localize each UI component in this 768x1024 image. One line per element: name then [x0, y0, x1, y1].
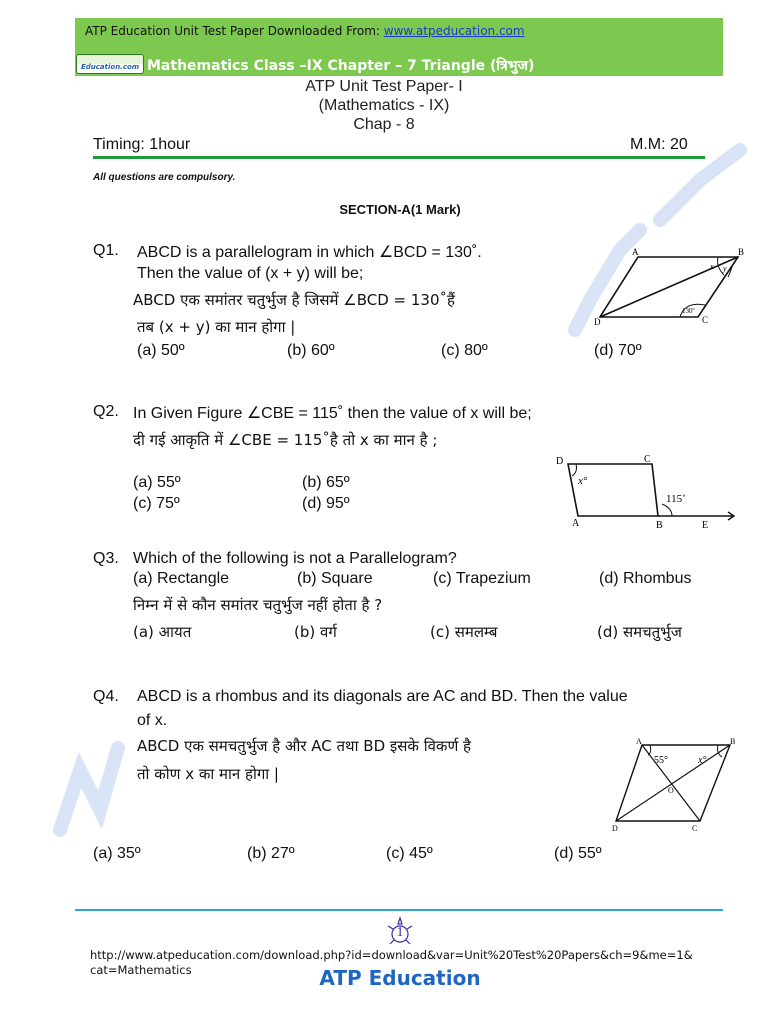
instruction-text: All questions are compulsory.: [93, 172, 236, 183]
q1-option-c: (c) 80º: [441, 342, 488, 359]
q1-label-c: C: [702, 315, 709, 325]
q2-label-angle: 115˚: [666, 493, 686, 505]
q4-label-c: C: [692, 824, 698, 833]
paper-timing: Timing: 1hour: [93, 136, 191, 153]
q2-label-x: x°: [578, 475, 588, 487]
q1-parallelogram-figure: [590, 245, 750, 330]
q1-label-a: A: [632, 247, 639, 257]
footer-divider: [75, 909, 723, 911]
q2-label-a: A: [572, 518, 580, 529]
q1-number: Q1.: [93, 242, 119, 259]
q2-text-hi-1: दी गई आकृति में ∠CBE = 115˚है तो x का मान है ;: [133, 431, 438, 449]
q1-option-b: (b) 60º: [287, 342, 335, 359]
q1-label-angle: 130º: [682, 307, 695, 315]
footer-url-line-1: http://www.atpeducation.com/download.php?id=download&var=Unit%20Test%20Papers&ch=9&me=1&: [90, 948, 693, 962]
q4-text-hi-2: तो कोण x का मान होगा |: [137, 765, 279, 783]
q3-text-en-1: Which of the following is not a Parallelogram?: [133, 550, 457, 567]
q2-option-c: (c) 75º: [133, 495, 180, 512]
q3-option-hi-c: (c) समलम्ब: [430, 623, 498, 641]
q4-rhombus-figure: [610, 735, 740, 833]
q1-option-d: (d) 70º: [594, 342, 642, 359]
atp-logo: Education.com: [76, 54, 144, 74]
q4-option-c: (c) 45º: [386, 845, 433, 862]
q2-option-b: (b) 65º: [302, 474, 350, 491]
q2-label-c: C: [644, 454, 651, 465]
q4-text-en-2: of x.: [137, 712, 168, 729]
q2-text-en-1: In Given Figure ∠CBE = 115˚ then the value of x will be;: [133, 405, 532, 422]
q1-label-y: y: [723, 264, 727, 273]
q1-label-b: B: [738, 247, 745, 257]
q4-text-hi-1: ABCD एक समचतुर्भुज है और AC तथा BD इसके विकर्ण है: [137, 737, 472, 755]
paper-subject: (Mathematics - IX): [318, 97, 450, 114]
q4-option-d: (d) 55º: [554, 845, 602, 862]
q2-option-d: (d) 95º: [302, 495, 350, 512]
header-subject-line: Mathematics Class –IX Chapter – 7 Triangle (त्रिभुज): [147, 58, 535, 74]
q3-option-en-c: (c) Trapezium: [433, 570, 531, 587]
q3-option-en-d: (d) Rhombus: [599, 570, 692, 587]
q4-label-d: D: [612, 824, 618, 833]
q2-option-a: (a) 55º: [133, 474, 181, 491]
q1-option-a: (a) 50º: [137, 342, 185, 359]
q3-number: Q3.: [93, 550, 119, 567]
q2-parallelogram-figure: [548, 450, 738, 532]
q3-text-hi-1: निम्न में से कौन समांतर चतुर्भुज नहीं होता है ?: [133, 596, 383, 614]
section-heading: SECTION-A(1 Mark): [339, 202, 461, 217]
q4-number: Q4.: [93, 688, 119, 705]
q4-label-b: B: [730, 737, 736, 746]
q4-label-o: O: [668, 786, 674, 795]
q4-option-b: (b) 27º: [247, 845, 295, 862]
header-source-line: [85, 24, 525, 38]
q4-label-a: A: [636, 737, 642, 746]
header-source-link[interactable]: www.atpeducation.com: [383, 24, 525, 38]
q1-label-x: x: [710, 262, 714, 271]
q2-number: Q2.: [93, 403, 119, 420]
q3-option-en-b: (b) Square: [297, 570, 373, 587]
q1-text-hi-2: तब (x + y) का मान होगा |: [137, 318, 296, 336]
q4-label-x: x°: [698, 755, 707, 766]
q3-option-hi-a: (a) आयत: [133, 623, 192, 641]
q3-option-hi-b: (b) वर्ग: [294, 623, 337, 641]
header-divider: [93, 156, 705, 159]
footer-brand: ATP Education: [319, 966, 481, 990]
q4-text-en-1: ABCD is a rhombus and its diagonals are AC and BD. Then the value: [137, 688, 628, 705]
paper-chapter: Chap - 8: [353, 116, 415, 133]
q2-label-b: B: [656, 520, 663, 531]
q4-option-a: (a) 35º: [93, 845, 141, 862]
footer-url-line-2: cat=Mathematics: [90, 963, 192, 977]
q1-text-hi-1: ABCD एक समांतर चतुर्भुज है जिसमें ∠BCD = 130˚हैं: [133, 291, 455, 309]
q3-option-en-a: (a) Rectangle: [133, 570, 230, 587]
q1-label-d: D: [594, 317, 601, 327]
q3-option-hi-d: (d) समचतुर्भुज: [597, 623, 682, 641]
paper-title: ATP Unit Test Paper- I: [305, 78, 463, 95]
header-source-prefix: ATP Education Unit Test Paper Downloaded From:: [85, 24, 384, 38]
q2-label-e: E: [702, 520, 709, 531]
paper-max-marks: M.M: 20: [630, 136, 688, 153]
q4-label-angle: 55°: [654, 755, 668, 766]
q1-text-en-1: ABCD is a parallelogram in which ∠BCD = 130˚.: [137, 244, 482, 261]
q1-text-en-2: Then the value of (x + y) will be;: [137, 265, 364, 282]
page-number: 1: [396, 925, 404, 940]
q2-label-d: D: [556, 456, 564, 467]
